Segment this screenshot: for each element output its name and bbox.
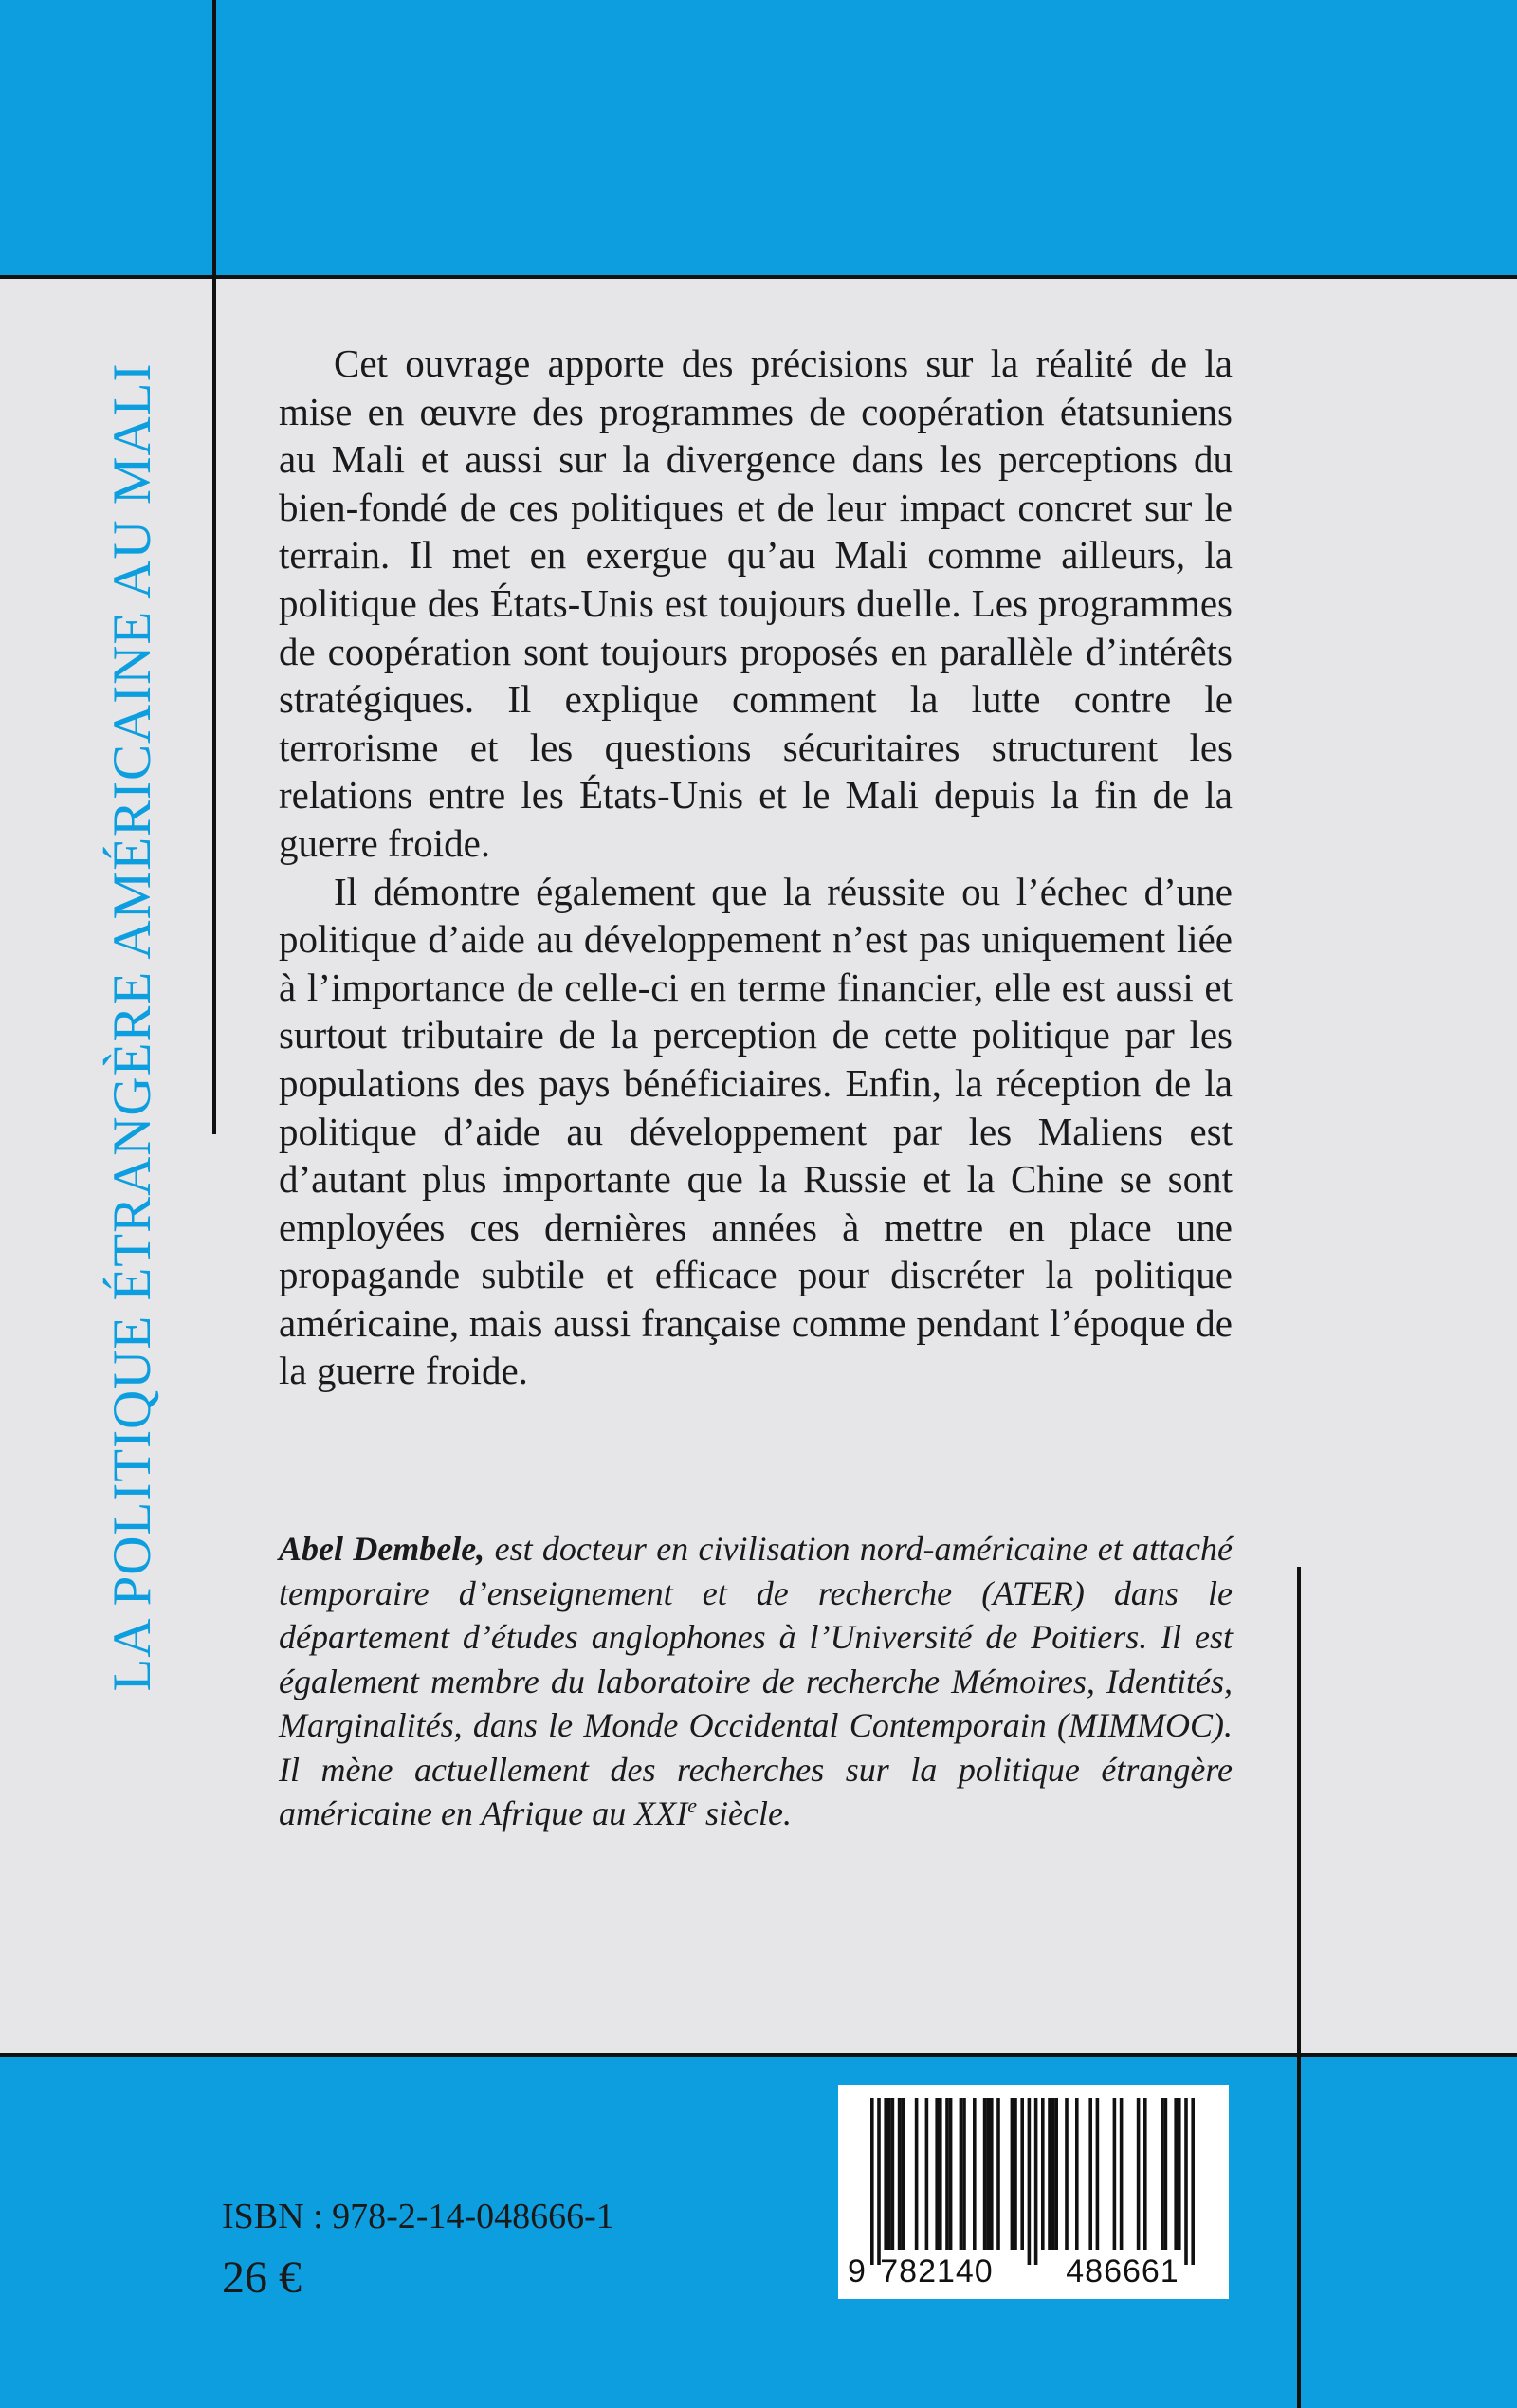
barcode-bar <box>1178 2098 1181 2250</box>
barcode-bar <box>1028 2098 1032 2265</box>
barcode-bar <box>1065 2098 1069 2250</box>
barcode-bar <box>1088 2098 1092 2250</box>
right-vertical-rule <box>1297 1567 1301 2408</box>
bottom-horizontal-rule <box>0 2053 1517 2057</box>
barcode-bar <box>870 2098 874 2265</box>
author-bio-text: est docteur en civilisation nord-américaine et attaché temporaire d’enseignement et de recherche (ATER) dans le département d’études anglophones à l’Université de Poitiers. Il est également membre du laboratoire de recherche Mémoires, Identités, Marginalités, dans le Monde Occidental Contemporain (MIMMOC). Il mène actuellement des recherches sur la politique étrangère américaine en Afrique au XXI <box>279 1530 1234 1832</box>
barcode-bar <box>973 2098 977 2250</box>
isbn-label: ISBN : 978-2-14-048666-1 <box>222 2197 614 2236</box>
barcode-bar <box>990 2098 994 2250</box>
barcode <box>838 2085 1229 2299</box>
barcode-bar <box>949 2098 953 2250</box>
century-suffix: e <box>687 1793 697 1817</box>
barcode-bar <box>1075 2098 1079 2250</box>
barcode-bar <box>898 2098 902 2250</box>
barcode-bar <box>1048 2098 1051 2250</box>
left-vertical-rule <box>212 0 216 1134</box>
author-name: Abel Dembele, <box>279 1530 485 1568</box>
barcode-bar <box>1184 2098 1188 2265</box>
barcode-bars <box>870 2098 1195 2265</box>
barcode-bar <box>1113 2098 1117 2250</box>
barcode-bar <box>1011 2098 1014 2250</box>
author-bio <box>279 1527 1233 1836</box>
synopsis <box>279 340 1233 1395</box>
barcode-digits-left: 782140 <box>880 2253 994 2289</box>
barcode-bar <box>1137 2098 1141 2250</box>
barcode-bar <box>1041 2098 1045 2250</box>
barcode-bar <box>1174 2098 1178 2250</box>
barcode-bar <box>960 2098 963 2250</box>
barcode-bar <box>983 2098 987 2250</box>
barcode-digits-right: 486661 <box>1066 2253 1179 2289</box>
price-label: 26 € <box>222 2252 302 2303</box>
barcode-bar <box>925 2098 929 2250</box>
author-bio-end: siècle. <box>697 1794 792 1832</box>
barcode-bar <box>877 2098 881 2265</box>
top-horizontal-rule <box>0 275 1517 279</box>
barcode-bar <box>939 2098 942 2250</box>
barcode-bar <box>884 2098 887 2250</box>
top-color-band <box>0 0 1517 277</box>
barcode-bar <box>1120 2098 1124 2250</box>
spine-title: LA POLITIQUE ÉTRANGÈRE AMÉRICAINE AU MALI <box>102 362 162 1692</box>
barcode-bar <box>935 2098 939 2250</box>
barcode-bar <box>1164 2098 1168 2250</box>
barcode-bar <box>1034 2098 1038 2265</box>
barcode-bar <box>1143 2098 1147 2250</box>
barcode-bar <box>915 2098 919 2250</box>
barcode-bar <box>1161 2098 1164 2250</box>
barcode-bar <box>1020 2098 1024 2250</box>
barcode-bar <box>901 2098 905 2250</box>
barcode-digit-prefix: 9 <box>848 2253 866 2289</box>
barcode-bar <box>1014 2098 1017 2250</box>
barcode-bar <box>1051 2098 1055 2250</box>
synopsis-paragraph: Cet ouvrage apporte des précisions sur la réalité de la mise en œuvre des programmes de coopération étatsuniens au Mali et aussi sur la divergence dans les perceptions du bien-fondé de ces politiques et de leur impact concret sur le terrain. Il met en exergue qu’au Mali comme ailleurs, la politique des États-Unis est toujours duelle. Les programmes de coopération sont toujours proposés en parallèle d’intérêts stratégiques. Il explique comment la lutte contre le terrorisme et les questions sécuritaires structurent les relations entre les États-Unis et le Mali depuis la fin de la guerre froide. <box>279 341 1233 865</box>
barcode-bar <box>996 2098 1000 2250</box>
barcode-graphic <box>838 2085 1229 2299</box>
barcode-bar <box>1054 2098 1058 2250</box>
barcode-bar <box>1191 2098 1195 2265</box>
author-bio-paragraph <box>279 1527 1233 1836</box>
barcode-bar <box>1096 2098 1100 2250</box>
synopsis-paragraph: Il démontre également que la réussite ou l’échec d’une politique d’aide au développement n’est pas uniquement liée à l’importance de celle-ci en terme financier, elle est aussi et surtout tributaire de la perception de cette politique par les populations des pays bénéficiaires. Enfin, la réception de la politique d’aide au développement par les Maliens est d’autant plus importante que la Russie et la Chine se sont employées ces dernières années à mettre en place une propagande subtile et efficace pour discréter la politique américaine, mais aussi française comme pendant l’époque de la guerre froide. <box>279 869 1233 1393</box>
barcode-bar <box>945 2098 949 2250</box>
barcode-bar <box>962 2098 966 2250</box>
barcode-bar <box>986 2098 990 2250</box>
barcode-bar <box>891 2098 895 2250</box>
barcode-bar <box>887 2098 891 2250</box>
